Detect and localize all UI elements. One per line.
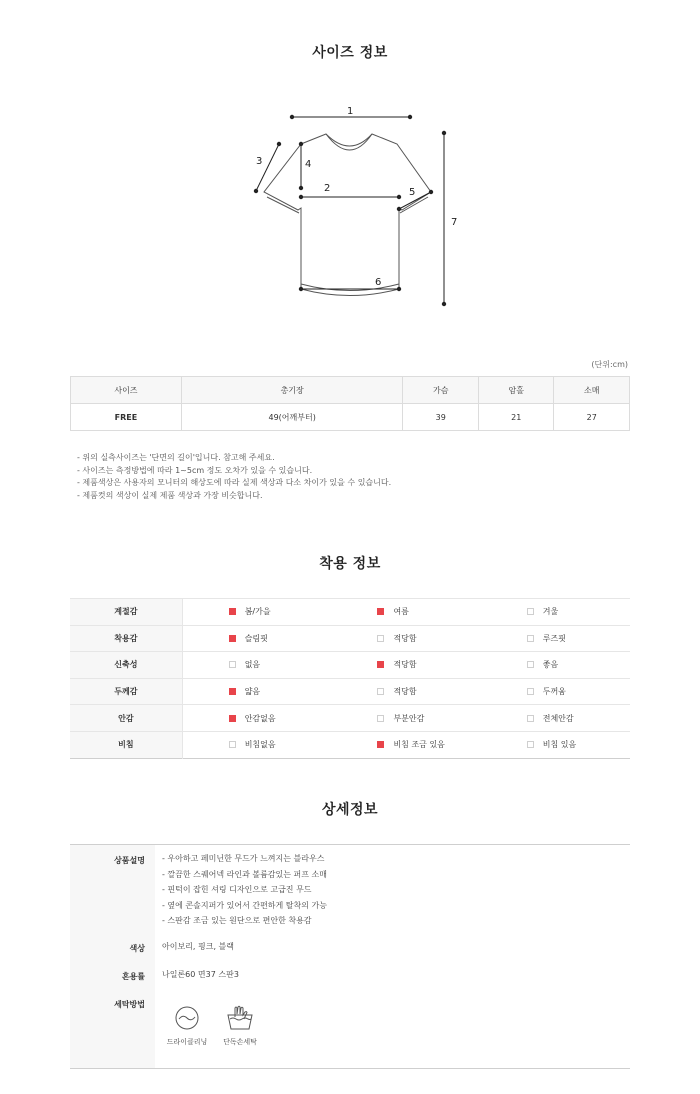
- unit-label: (단위:cm): [591, 360, 628, 369]
- wear-option-text: 좋음: [542, 660, 559, 670]
- color-value: 아이보리, 핑크, 블랙: [162, 942, 234, 951]
- checked-box-icon: [377, 608, 384, 615]
- wear-row: [70, 652, 630, 679]
- description-line: - 옆에 콘솔지퍼가 있어서 간편하게 탈착의 가능: [162, 900, 327, 910]
- wear-option: [182, 599, 331, 626]
- wear-option: [481, 678, 630, 705]
- wear-row-label: 계절감: [70, 599, 182, 626]
- checked-box-icon: [229, 715, 236, 722]
- wear-option: [182, 678, 331, 705]
- material-value: 나일론60 면37 스판3: [162, 970, 239, 979]
- wear-row: [70, 678, 630, 705]
- detail-label-column: [70, 845, 155, 1068]
- wash-text: 드라이클리닝: [166, 1038, 208, 1046]
- wear-option-text: 적당함: [393, 687, 417, 697]
- unchecked-box-icon: [229, 741, 236, 748]
- wear-option-text: 비침 있음: [542, 740, 577, 750]
- unchecked-box-icon: [377, 715, 384, 722]
- unchecked-box-icon: [527, 715, 534, 722]
- wear-option-text: 부분안감: [393, 713, 425, 723]
- wear-option: [331, 652, 480, 679]
- wear-option: [331, 678, 480, 705]
- material-label: 혼용률: [121, 972, 145, 981]
- wear-option: [481, 652, 630, 679]
- size-cell: FREE: [71, 404, 182, 431]
- wear-option-text: 봄/가을: [244, 607, 271, 617]
- size-notes: [77, 452, 391, 502]
- wear-section-title: 착용 정보: [319, 556, 381, 572]
- dim-label-1: 1: [347, 106, 354, 117]
- wear-row: [70, 599, 630, 626]
- size-cell: 27: [554, 404, 630, 431]
- wear-option: [481, 705, 630, 732]
- wear-option-text: 여름: [393, 607, 409, 617]
- size-header-cell: 사이즈: [71, 377, 182, 404]
- size-table-row: [71, 404, 630, 431]
- wear-option: [481, 599, 630, 626]
- wear-option-text: 비침없음: [244, 740, 276, 750]
- wash-item-hand-wash: [215, 1005, 265, 1047]
- wear-option-text: 전체안감: [542, 713, 574, 723]
- dim-label-4: 4: [305, 159, 312, 170]
- wear-option: [182, 705, 331, 732]
- size-header-cell: 총기장: [181, 377, 403, 404]
- checked-box-icon: [377, 661, 384, 668]
- wear-option-text: 안감없음: [244, 713, 276, 723]
- checked-box-icon: [377, 741, 384, 748]
- wear-option-text: 루즈핏: [542, 633, 566, 643]
- checked-box-icon: [229, 608, 236, 615]
- wear-option-text: 없음: [244, 660, 261, 670]
- wear-row-label: 두께감: [70, 678, 182, 705]
- size-cell: 49(어깨부터): [181, 404, 403, 431]
- detail-table: [70, 844, 630, 1069]
- color-label: 색상: [129, 944, 145, 953]
- wear-row-label: 안감: [70, 705, 182, 732]
- wear-option: [481, 625, 630, 652]
- hand-wash-icon: [226, 1005, 254, 1031]
- description-label: 상품설명: [114, 856, 145, 865]
- tshirt-outline: [264, 134, 431, 296]
- size-table-header-row: [71, 377, 630, 404]
- wear-option-text: 적당함: [393, 633, 417, 643]
- dim-label-2: 2: [324, 183, 331, 194]
- size-header-cell: 가슴: [403, 377, 478, 404]
- description-line: - 스판감 조금 있는 원단으로 편안한 착용감: [162, 916, 312, 925]
- dim-label-5: 5: [409, 187, 416, 198]
- size-note: - 사이즈는 측정방법에 따라 1~5cm 정도 오차가 있을 수 있습니다.: [77, 465, 313, 475]
- wear-row: [70, 731, 630, 758]
- size-note: - 위의 실측사이즈는 '단면의 길이'입니다. 참고해 주세요.: [77, 453, 275, 462]
- size-note: - 제품색상은 사용자의 모니터의 해상도에 따라 실제 색상과 다소 차이가 있을 수 있습니다.: [77, 478, 392, 487]
- unchecked-box-icon: [527, 688, 534, 695]
- dry-clean-icon: [174, 1005, 200, 1031]
- size-section-title: 사이즈 정보: [312, 45, 388, 61]
- size-header-cell: 암홀: [478, 377, 553, 404]
- wash-text: 단독손세탁: [223, 1038, 257, 1046]
- size-diagram: [0, 0, 700, 340]
- unchecked-box-icon: [377, 635, 384, 642]
- wear-row-label: 비침: [70, 731, 182, 758]
- dim-label-6: 6: [375, 277, 382, 288]
- wear-option-text: 적당함: [393, 660, 417, 670]
- description-line: - 핀턱이 잡힌 셔링 디자인으로 고급진 무드: [162, 885, 312, 894]
- description-line: - 깔끔한 스퀘어넥 라인과 볼륨감있는 퍼프 소매: [162, 869, 327, 879]
- wear-option: [182, 652, 331, 679]
- wear-table: [70, 598, 630, 759]
- detail-section-title: 상세정보: [321, 802, 379, 818]
- wear-option: [182, 731, 331, 758]
- wear-option-text: 두꺼움: [542, 687, 566, 697]
- unchecked-box-icon: [527, 661, 534, 668]
- wear-option: [331, 625, 480, 652]
- wear-option: [331, 705, 480, 732]
- description-line: - 우아하고 페미닌한 무드가 느껴지는 블라우스: [162, 854, 325, 863]
- wash-label: 세탁방법: [114, 1000, 145, 1009]
- checked-box-icon: [229, 688, 236, 695]
- wear-row-label: 신축성: [70, 652, 182, 679]
- wear-option-text: 슬림핏: [244, 633, 268, 643]
- wear-option: [331, 731, 480, 758]
- wear-option: [331, 599, 480, 626]
- description-list: [162, 851, 327, 929]
- unchecked-box-icon: [229, 661, 236, 668]
- size-cell: 39: [403, 404, 478, 431]
- dim-label-7: 7: [451, 217, 458, 228]
- wear-option: [481, 731, 630, 758]
- size-header-cell: 소매: [554, 377, 630, 404]
- wear-option-text: 겨울: [542, 607, 559, 617]
- size-table: [70, 376, 630, 431]
- unchecked-box-icon: [527, 635, 534, 642]
- unchecked-box-icon: [527, 608, 534, 615]
- size-note: - 제품컷의 색상이 실제 제품 색상과 가장 비슷합니다.: [77, 490, 263, 500]
- wash-item-dry-clean: [162, 1005, 212, 1047]
- dim-label-3: 3: [256, 156, 263, 167]
- wear-option-text: 비침 조금 있음: [393, 740, 445, 750]
- wear-row: [70, 705, 630, 732]
- wear-row-label: 착용감: [70, 625, 182, 652]
- checked-box-icon: [229, 635, 236, 642]
- unchecked-box-icon: [377, 688, 384, 695]
- size-cell: 21: [478, 404, 553, 431]
- wear-option-text: 얇음: [244, 687, 261, 697]
- wear-row: [70, 625, 630, 652]
- unchecked-box-icon: [527, 741, 534, 748]
- wear-option: [182, 625, 331, 652]
